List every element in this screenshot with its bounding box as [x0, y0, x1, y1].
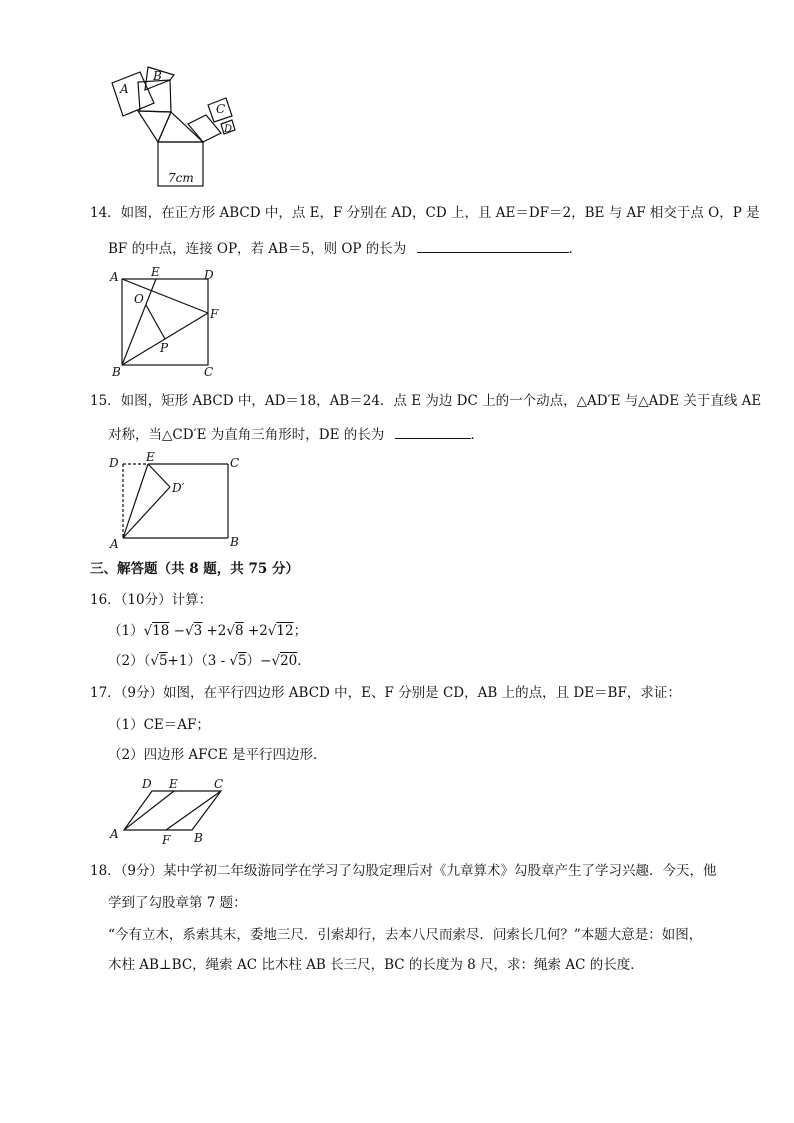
q15-label-e: E	[146, 450, 155, 464]
q17-label-b: B	[194, 831, 203, 845]
q15-answer-blank[interactable]	[395, 424, 471, 439]
q16-rad-6: 5	[238, 653, 247, 669]
q16-head: 16．（10分）计算：	[90, 592, 213, 608]
q15-label-d: D	[109, 456, 119, 470]
q15-end: ．	[470, 427, 485, 443]
q15-line2	[108, 424, 484, 444]
q14-label-p: P	[160, 341, 169, 355]
q18-line1: 18．（9分）某中学初二年级游同学在学习了勾股定理后对《九章算术》勾股章产生了学习兴趣．今天，他	[90, 863, 717, 879]
q18-line3: “今有立木，系索其末，委地三尺．引索却行，去本八尺而索尽．问索长几何？”本题大意是：如图，	[108, 927, 703, 943]
q14-label-d: D	[204, 268, 214, 282]
q17-part1: （1）CE＝AF；	[108, 717, 210, 733]
q16-part2-prefix: （2）	[108, 653, 144, 669]
q17-part2: （2）四边形 AFCE 是平行四边形．	[108, 747, 327, 763]
q16-rad-1: 18	[152, 623, 170, 639]
section-3-heading: 三、解答题（共 8 题，共 75 分）	[90, 561, 299, 577]
fig13-label-b: B	[153, 69, 162, 83]
q14-label-a: A	[110, 270, 119, 284]
q15-label-b: B	[230, 535, 239, 549]
q18-line2: 学到了勾股章第 7 题：	[108, 895, 247, 911]
q14-label-b: B	[112, 365, 121, 379]
pythagoras-tree-figure	[100, 58, 250, 190]
q15-line2-text: 对称，当△CD′E 为直角三角形时，DE 的长为	[108, 427, 385, 443]
q14-label-c: C	[204, 365, 214, 379]
fig13-bottom-label: 7cm	[168, 171, 194, 185]
q15-label-c: C	[230, 456, 240, 470]
fig13-label-d: D	[224, 124, 233, 135]
q17-head: 17．（9分）如图，在平行四边形 ABCD 中，E、F 分别是 CD，AB 上的点，且 DE＝BF，求证：	[90, 685, 681, 701]
q15-label-a: A	[110, 537, 119, 551]
q16-part2: （2）（√5+1）（3 - √5）−√20．	[108, 653, 311, 669]
q16-rad-5: 5	[158, 653, 168, 669]
fig13-label-c: C	[216, 102, 226, 116]
q16-part1-prefix: （1）	[108, 623, 144, 639]
q14-end: ．	[568, 241, 583, 257]
q16-part1: （1）√18 −√3 +2√8 +2√12；	[108, 623, 308, 639]
q15-label-d-prime: D′	[172, 481, 185, 495]
q14-answer-blank[interactable]	[417, 238, 569, 253]
q15-rectangle-figure	[106, 450, 246, 552]
q14-line2-text: BF 的中点，连接 OP，若 AB＝5，则 OP 的长为	[108, 241, 407, 257]
q14-line1: 14．如图，在正方形 ABCD 中，点 E，F 分别在 AD，CD 上，且 AE＝DF＝2，BE 与 AF 相交于点 O，P 是	[90, 205, 760, 221]
q15-line1: 15．如图，矩形 ABCD 中，AD＝18，AB＝24．点 E 为边 DC 上的一个动点，△AD′E 与△ADE 关于直线 AE	[90, 393, 762, 409]
q14-square-figure	[106, 266, 230, 382]
q17-label-d: D	[142, 777, 152, 791]
q17-label-f: F	[162, 833, 171, 846]
q17-label-e: E	[169, 777, 178, 791]
q16-rad-2: 3	[193, 623, 203, 639]
q14-label-e: E	[151, 266, 160, 279]
q17-parallelogram-figure	[106, 774, 236, 846]
q17-label-a: A	[110, 827, 119, 841]
q16-rad-4: 12	[276, 623, 294, 639]
q14-label-o: O	[134, 292, 144, 306]
q14-line2	[108, 238, 582, 258]
q16-rad-3: 8	[235, 623, 244, 639]
q18-line4: 木柱 AB⊥BC，绳索 AC 比木柱 AB 长三尺，BC 的长度为 8 尺，求：绳索 AC 的长度．	[108, 957, 644, 973]
fig13-label-a: A	[120, 82, 129, 96]
q16-rad-7: 20	[280, 653, 298, 669]
q17-label-c: C	[214, 777, 224, 791]
q14-label-f: F	[210, 307, 219, 321]
